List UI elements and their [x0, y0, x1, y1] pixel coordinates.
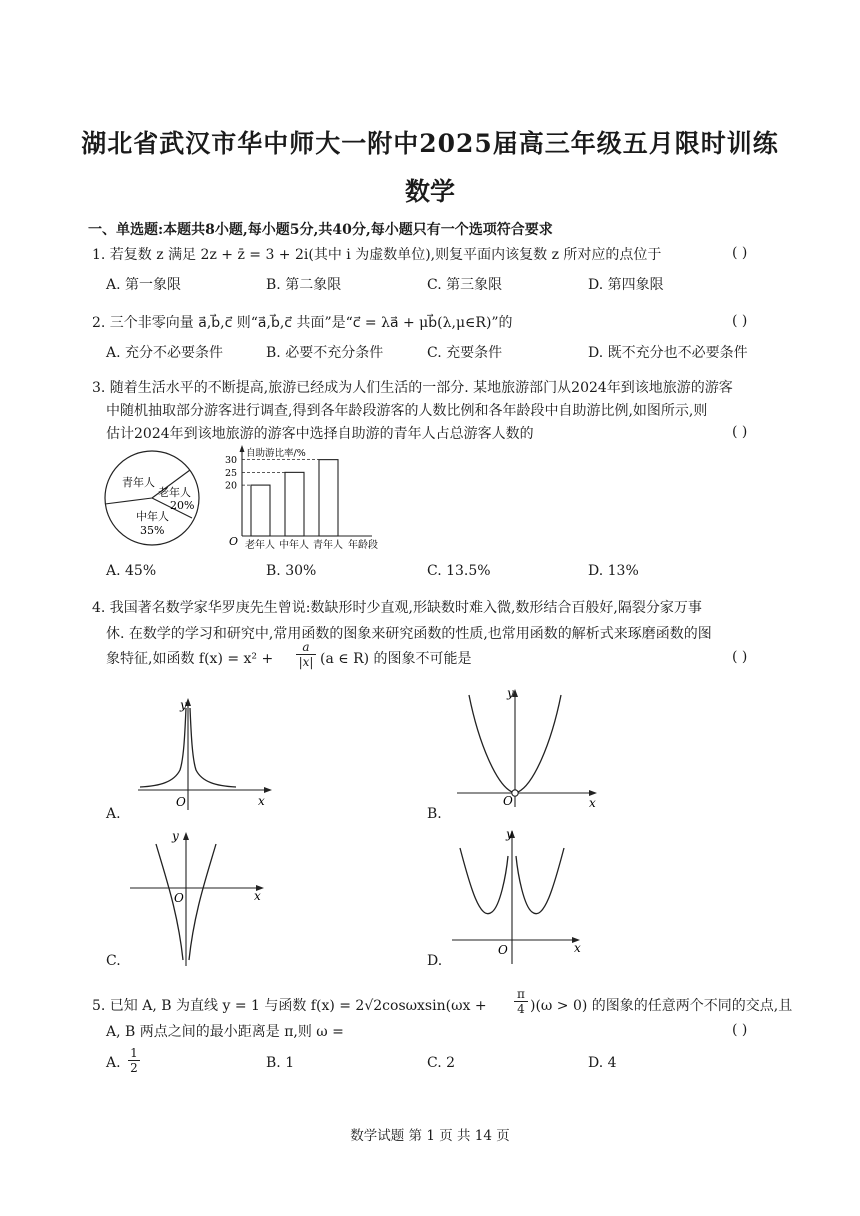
q5-option-d: D. 4 [588, 1055, 617, 1071]
question-5-line-1b: )(ω > 0) 的图象的任意两个不同的交点,且 [530, 998, 793, 1014]
q4-option-b: B. [427, 806, 442, 822]
q4-fraction [296, 640, 316, 669]
answer-paren-5: ( ) [732, 1022, 748, 1038]
pie-pct-middle: 35% [140, 524, 165, 537]
q5-option-a-label: A. [106, 1055, 121, 1071]
q2-option-a: A. 充分不必要条件 [106, 345, 224, 361]
q1-option-d: D. 第四象限 [588, 277, 664, 293]
graph-c [128, 828, 278, 968]
q5-fraction [514, 987, 528, 1016]
q4-fraction-num: a [296, 640, 316, 655]
self-guided-bar-chart [222, 444, 390, 556]
q4-option-a: A. [106, 806, 121, 822]
question-5-line-1a: 5. 已知 A, B 为直线 y = 1 与函数 f(x) = 2√2cosωxsin(ωx + [92, 998, 487, 1014]
graph-d-x: x [574, 941, 581, 955]
question-4-line-1: 4. 我国著名数学家华罗庚先生曾说:数缺形时少直观,形缺数时难入微,数形结合百般好,隔裂分家万事 [92, 600, 702, 616]
graph-d-origin: O [498, 943, 508, 957]
q1-option-c: C. 第三象限 [427, 277, 503, 293]
q4-fraction-den: |x| [298, 655, 314, 669]
question-4-line-3b: (a ∈ R) 的图象不可能是 [320, 651, 472, 667]
question-1-text: 1. 若复数 z 满足 2z + z̄ = 3 + 2i(其中 i 为虚数单位),则复平面内该复数 z 所对应的点位于 [92, 247, 662, 263]
bar-ytick-label: 20 [225, 480, 238, 492]
question-4-line-3a: 象特征,如函数 f(x) = x² + [106, 651, 274, 667]
q5-option-a-num: 1 [128, 1046, 140, 1061]
question-3-line-2: 中随机抽取部分游客进行调查,得到各年龄段游客的人数比例和各年龄段中自助游比例,如图所示,则 [106, 403, 708, 419]
graph-b-origin: O [503, 794, 513, 808]
graph-a-x: x [258, 794, 265, 808]
question-5-line-2: A, B 两点之间的最小距离是 π,则 ω = [106, 1024, 344, 1040]
bar-ylabel: 自助游比率/% [246, 448, 306, 459]
graph-a-y: y [180, 698, 187, 712]
graph-c-x: x [254, 889, 261, 903]
graph-d-y: y [506, 827, 513, 841]
graph-b-y: y [507, 686, 514, 700]
q4-option-d: D. [427, 953, 443, 969]
q2-option-c: C. 充要条件 [427, 345, 503, 361]
bar-category-label: 中年人 [279, 540, 309, 551]
q4-option-c: C. [106, 953, 121, 969]
answer-paren-4: ( ) [732, 649, 748, 665]
q5-option-b: B. 1 [266, 1055, 295, 1071]
pie-label-youth: 青年人 [122, 476, 155, 489]
question-4-line-2: 休. 在数学的学习和研究中,常用函数的图象来研究函数的性质,也常用函数的解析式来琢磨函数的图 [106, 626, 712, 642]
bar-category-label: 青年人 [313, 540, 343, 551]
q5-option-c: C. 2 [427, 1055, 456, 1071]
q5-option-a-fraction [128, 1046, 140, 1075]
exam-title: 湖北省武汉市华中师大一附中2025届高三年级五月限时训练 [81, 129, 779, 158]
bar-xlabel: 年龄段 [348, 540, 378, 551]
answer-paren-1: ( ) [732, 245, 748, 261]
q3-option-a: A. 45% [106, 563, 157, 579]
bar-ytick-label: 25 [225, 467, 238, 479]
answer-paren-3: ( ) [732, 424, 748, 440]
q5-option-a-den: 2 [130, 1061, 138, 1075]
pie-label-elderly: 老年人 [158, 486, 191, 499]
graph-c-origin: O [174, 891, 184, 905]
section-heading: 一、单选题:本题共8小题,每小题5分,共40分,每小题只有一个选项符合要求 [88, 222, 553, 238]
bar-category-label: 老年人 [245, 540, 275, 551]
graph-d [450, 826, 590, 966]
question-2-text: 2. 三个非零向量 a⃗,b⃗,c⃗ 则“a⃗,b⃗,c⃗ 共面”是“c⃗ = λa⃗ + μb⃗(λ,μ∈R)”的 [92, 315, 513, 331]
page-footer: 数学试题 第 1 页 共 14 页 [350, 1128, 510, 1144]
age-pie-chart [100, 448, 210, 548]
bar-origin: O [229, 535, 239, 548]
subject-title: 数学 [404, 177, 455, 206]
graph-a [130, 690, 280, 815]
graph-a-origin: O [176, 795, 186, 809]
answer-paren-2: ( ) [732, 313, 748, 329]
q3-option-d: D. 13% [588, 563, 639, 579]
q1-option-b: B. 第二象限 [266, 277, 342, 293]
graph-b-x: x [589, 796, 596, 810]
question-3-line-3: 估计2024年到该地旅游的游客中选择自助游的青年人占总游客人数的 [106, 426, 534, 442]
q5-fraction-num: π [514, 987, 528, 1002]
graph-c-y: y [172, 829, 179, 843]
bar-中年人 [285, 472, 304, 536]
q2-option-b: B. 必要不充分条件 [266, 345, 384, 361]
q5-fraction-den: 4 [517, 1002, 525, 1016]
bar-ytick-label: 30 [225, 455, 238, 467]
q3-option-c: C. 13.5% [427, 563, 491, 579]
q2-option-d: D. 既不充分也不必要条件 [588, 345, 748, 361]
q3-option-b: B. 30% [266, 563, 317, 579]
q1-option-a: A. 第一象限 [106, 277, 182, 293]
pie-label-middle: 中年人 [136, 510, 169, 523]
graph-b [455, 685, 605, 810]
bar-老年人 [251, 485, 270, 536]
pie-pct-elderly: 20% [170, 499, 195, 512]
bar-青年人 [319, 460, 338, 536]
question-3-line-1: 3. 随着生活水平的不断提高,旅游已经成为人们生活的一部分. 某地旅游部门从2024年到该地旅游的游客 [92, 380, 733, 396]
